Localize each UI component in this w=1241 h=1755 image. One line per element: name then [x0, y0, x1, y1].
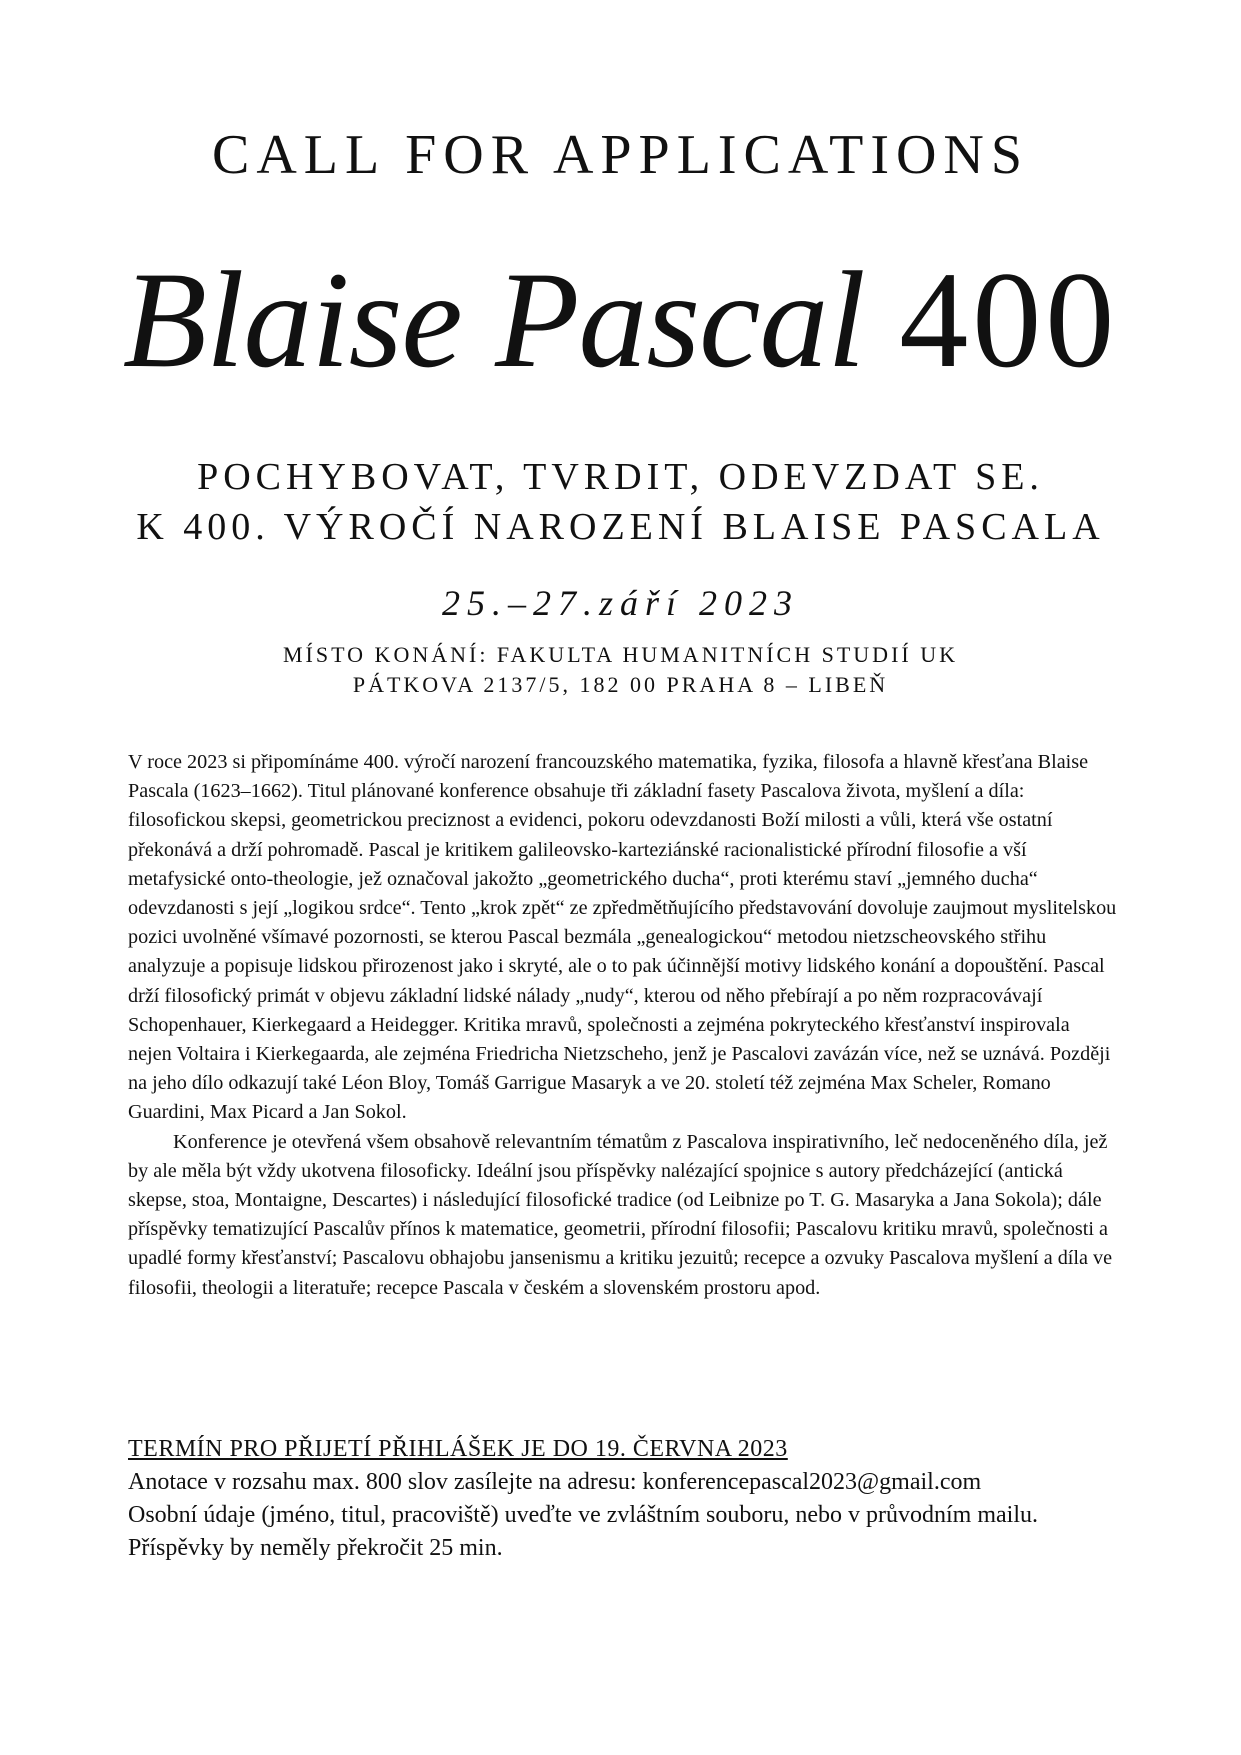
body-text: [128, 748, 1118, 1303]
venue-line-1: MÍSTO KONÁNÍ: FAKULTA HUMANITNÍCH STUDIÍ UK: [283, 642, 958, 667]
deadline-line-annotation: Anotace v rozsahu max. 800 slov zasílejte na adresu: konferencepascal2023@gmail.com: [128, 1469, 982, 1495]
deadline-line-personal-data: Osobní údaje (jméno, titul, pracoviště) uveďte ve zvláštním souboru, nebo v průvodním mailu.: [128, 1502, 1039, 1528]
body-paragraph-1: V roce 2023 si připomínáme 400. výročí narození francouzského matematika, fyzika, filosofa a hlavně křesťana Blaise Pascala (1623–1662). Titul plánované konference obsahuje tři základní fasety Pascalova života, myšlení a díla: filosofickou skepsi, geometrickou preciznost a evidenci, pokoru odevzdanosti Boží milosti a vůli, která vše ostatní překonává a drží pohromadě. Pascal je kritikem galileovsko-karteziánské racionalistické přírodní filosofie a vší metafysické onto-theologie, jež označoval jakožto „geometrického ducha“, proti kterému staví „jemného ducha“ odevzdanosti s její „logikou srdce“. Tento „krok zpět“ ze zpředmětňujícího představování dovoluje zaujmout myslitelskou pozici uvolněné všímavé pozornosti, se kterou Pascal bezmála „genealogickou“ metodou nietzscheovského střihu analyzuje a popisuje lidskou přirozenost jako i skryté, ale o to pak účinnější motivy lidského konání a dopouštění. Pascal drží filosofický primát v objevu základní lidské nálady „nudy“, kterou od něho přebírají a po něm rozpracovávají Schopenhauer, Kierkegaard a Heidegger. Kritika mravů, společnosti a zejména pokryteckého křesťanství inspirovala nejen Voltaira i Kierkegaarda, ale zejména Friedricha Nietzscheho, jenž je Pascalovi zavázán více, než se uznává. Později na jeho dílo odkazují také Léon Bloy, Tomáš Garrigue Masaryk a ve 20. století též zejména Max Scheler, Romano Guardini, Max Picard a Jan Sokol.: [128, 751, 1117, 1124]
page-title: [0, 245, 1241, 395]
title-number: 400: [899, 243, 1119, 396]
deadline-line-duration: Příspěvky by neměly překročit 25 min.: [128, 1535, 503, 1561]
deadline-section: [128, 1433, 1128, 1565]
subtitle-line-1: POCHYBOVAT, TVRDIT, ODEVZDAT SE.: [197, 456, 1044, 498]
venue-line-2: PÁTKOVA 2137/5, 182 00 PRAHA 8 – LIBEŇ: [352, 672, 889, 697]
conference-dates: 25.–27.září 2023: [441, 583, 800, 623]
title-name: Blaise Pascal: [122, 243, 865, 396]
subtitle-line-2: K 400. VÝROČÍ NAROZENÍ BLAISE PASCALA: [136, 506, 1105, 548]
body-paragraph-2: Konference je otevřená všem obsahově relevantním tématům z Pascalova inspirativního, leč nedoceněného díla, jež by ale měla být vždy ukotvena filosoficky. Ideální jsou příspěvky nalézající spojnice s autory předcházející (antická skepse, stoa, Montaigne, Descartes) i následující filosofické tradice (od Leibnize po T. G. Masaryka a Jana Sokola); dále příspěvky tematizující Pascalův přínos k matematice, geometrii, přírodní filosofii; Pascalovu kritiku mravů, společnosti a upadlé formy křesťanství; Pascalovu obhajobu jansenismu a kritiku jezuitů; recepce a ozvuky Pascalova myšlení a díla ve filosofii, theologii a literatuře; recepce Pascala v českém a slovenském prostoru apod.: [128, 1130, 1113, 1299]
venue: [0, 640, 1241, 700]
subtitle: [0, 452, 1241, 552]
kicker-heading: CALL FOR APPLICATIONS: [211, 124, 1030, 186]
deadline-heading: TERMÍN PRO PŘIJETÍ PŘIHLÁŠEK JE DO 19. ČERVNA 2023: [128, 1436, 788, 1462]
